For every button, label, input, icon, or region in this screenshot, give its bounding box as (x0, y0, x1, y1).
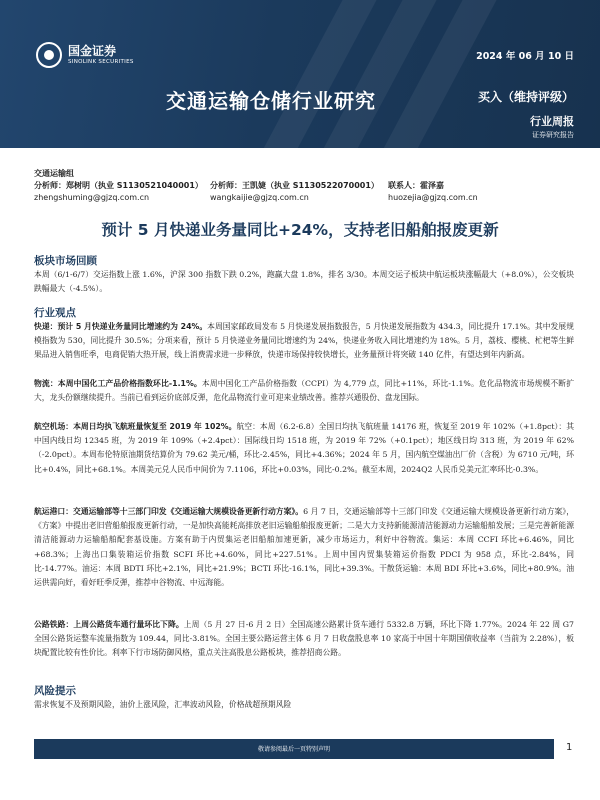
company-logo (36, 42, 134, 68)
contact-person: 联系人：霍泽嘉 (388, 181, 444, 190)
footer-disclaimer: 敬请参阅最后一页特别声明 (257, 746, 330, 753)
report-kind: 行业周报 (530, 115, 574, 128)
report-date: 2024 年 06 月 10 日 (476, 51, 574, 62)
risk-text: 需求恢复不及预期风险，油价上涨风险，汇率波动风险，价格战超预期风险 (34, 700, 292, 709)
paragraph-logistics-head: 物流：本周中国化工产品价格指数环比-1.1%。 (34, 379, 202, 388)
paragraph-highway (34, 618, 574, 661)
page-number: 1 (566, 742, 573, 753)
paragraph-shipping-head: 航运港口：交通运输部等十三部门印发《交通运输大规模设备更新行动方案》。 (34, 507, 304, 516)
report-header (0, 0, 600, 148)
paragraph-express-text: 本周国家邮政局发布 5 月快递发展指数报告，5 月快递发展指数为 434.3，同比提升 17.1%。其中发展规模指数为 530，同比提升 30.5%；分项来看，预计 5 月快递业务量同比增速约为 24%，快递业务收入同比增速约为 18%。5 月，荔枝、樱桃、杧杷等生鲜果品进入销售旺季，电商促销大热开展，线上消费需求进一步释放，快递市场保持较快增长，业务量预计将突破 140 亿件，有望达到年内新高。 (34, 322, 574, 360)
analyst-2: 分析师：王凯婕（执业 S1130522070001） (210, 181, 379, 190)
paragraph-express (34, 320, 574, 363)
paragraph-express-head: 快递：预计 5 月快递业务量同比增速约为 24%。 (34, 322, 208, 331)
section-risk: 风险提示 (34, 685, 76, 697)
report-type: 证券研究报告 (532, 131, 574, 139)
paragraph-logistics-text: 本周中国化工产品价格指数（CCPI）为 4,779 点，同比+11%，环比-1.1%。危化品物流市场规模不断扩大，龙头份额继续提升。当前已看到运价底部反弹，危化品物流行业可迎来业绩改善。推荐兴通股份、盘龙国际。 (34, 379, 574, 403)
paragraph-shipping-text: 6 月 7 日，交通运输部等十三部门印发《交通运输大规模设备更新行动方案》，《方案》中提出老旧营船舶报废更新行动，一是加快高能耗高排放老旧运输船舶报废更新；二是大力支持新能源清洁能源动力运输船舶发展；三是完善新能源清洁能源动力运输船舶配套基设施。方案有助于内贸集运老旧船舶加速更新，减少市场运力，利好中谷物流。集运：本周 CCFI 环比+6.46%，同比+68.3%；上海出口集装箱运价指数 SCFI 环比+4.60%，同比+227.51%。上周中国内贸集装箱运价指数 PDCI 为 958 点，环比-2.84%，同比-14.77%。油运：本周 BDTI 环比+2.1%，同比+21.9%；BCTI 环比-16.1%，同比+39.3%。干散货运输：本周 BDI 环比+3.6%，同比+80.9%。油运供需向好，看好旺季反弹，推荐中谷物流、中远海能。 (34, 507, 574, 588)
market-review-text: 本周（6/1-6/7）交运指数上涨 1.6%，沪深 300 指数下跌 0.2%，跑赢大盘 1.8%，排名 3/30。本周交运子板块中航运板块涨幅最大（+8.0%），公交板块跌幅最大（-4.5%）。 (34, 270, 574, 294)
author-block (34, 168, 574, 204)
logo-name-cn: 国金证券 (68, 44, 117, 58)
logo-name-en: SINOLINK SECURITIES (68, 59, 134, 65)
section-market-review: 板块市场回顾 (34, 255, 97, 267)
sector-label: 交通运输组 (34, 169, 74, 178)
contact-email: huozejia@gjzq.com.cn (388, 193, 478, 202)
analyst-2-email: wangkaijie@gjzq.com.cn (210, 193, 309, 202)
paragraph-aviation (34, 420, 574, 477)
paragraph-aviation-text: 航空：本周（6.2-6.8）全国日均执飞航班量 14176 班，恢复至 2019 年 102%（+1.8pct）：其中国内线日均 12345 班，为 2019 年 109%（+2.4pct）：国际线日均 1518 班，为 2019 年 72%（+0.1pct）；地区线日均 313 班，为 2019 年 62%（-2.0pct）。本周布伦特原油期货结算价为 79.62 美元/桶，环比-2.45%，同比+4.36%；2024 年 5 月，国内航空煤油出厂价（含税）为 6710 元/吨，环比+0.4%，同比+68.1%。本周美元兑人民币中间价为 7.1106，环比+0.03%，同比-0.2%。截至本周，2024Q2 人民币兑美元汇率环比-0.3%。 (34, 422, 574, 474)
document-headline: 预计 5 月快递业务量同比+24%，支持老旧船舶报废更新 (101, 221, 499, 239)
paragraph-logistics (34, 377, 574, 405)
paragraph-shipping (34, 505, 574, 590)
analyst-1-email: zhengshuming@gjzq.com.cn (34, 193, 150, 202)
analyst-1: 分析师：郑树明（执业 S1130521040001） (34, 181, 203, 190)
paragraph-highway-head: 公路铁路：上周公路货车通行量环比下降。 (34, 620, 184, 629)
logo-icon (36, 42, 62, 68)
footer-bar (34, 739, 554, 759)
rating-label: 买入（维持评级） (477, 90, 574, 104)
paragraph-highway-text: 上周（5 月 27 日-6 月 2 日）全国高速公路累计货车通行 5332.8 万辆，环比下降 1.77%。2024 年 22 周 G7 全国公路货运整车流量指数为 109.44，同比-3.81%。全国主要公路运营主体 6 月 7 日收盘股息率 10 家高于中国十年期国债收益率（当前为 2.28%），板块配置比较有性价比。利率下行市场防御风格，重点关注高股息公路板块，推荐招商公路。 (34, 620, 574, 658)
paragraph-aviation-head: 航空机场：本周日均执飞航班量恢复至 2019 年 102%。 (34, 422, 237, 431)
report-title: 交通运输仓储行业研究 (166, 89, 376, 113)
section-industry-view: 行业观点 (34, 307, 76, 319)
